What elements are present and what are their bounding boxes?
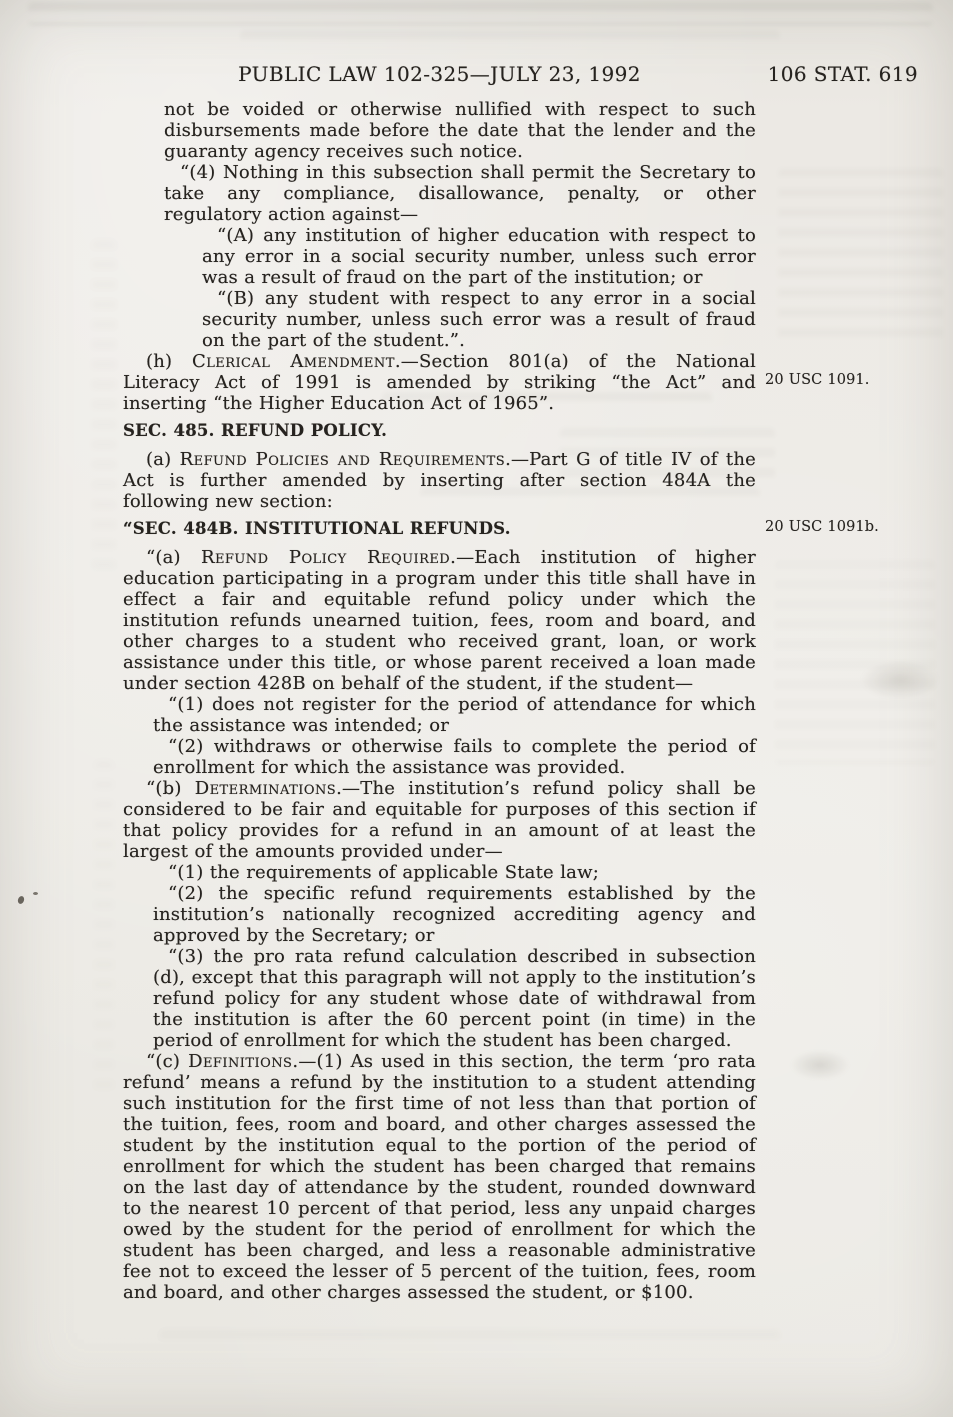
paragraph-text: .—Part G of title IV of the Act is further amended by inserting after section 484A the following new section: [123, 449, 756, 512]
paragraph-text: .—The institution’s refund policy shall be considered to be fair and equitable for purposes of this section if that policy provides for a refund in an amount of at least the largest of the amounts provided under— [123, 778, 756, 862]
paragraph-catchline: Definitions [188, 1051, 293, 1072]
scan-smudge-artifact [860, 660, 940, 700]
paragraph-lead: (a) [146, 449, 180, 470]
bleed-through-artifact [775, 560, 935, 765]
margin-note-usc-1091: 20 USC 1091. [765, 372, 870, 388]
paragraph-text: “(2) withdraws or otherwise fails to complete the period of enrollment for which the assistance was provided. [153, 736, 756, 778]
paragraph-h-clerical-amendment [123, 351, 870, 414]
section-484b-heading [123, 518, 879, 539]
paragraph-484b-a-refund-policy-required [123, 547, 756, 694]
paragraph-text: .—(1) As used in this section, the term ‘pro rata refund’ means a refund by the institution to a student attending such institution for the first time of not less than that portion of the tuition, fees, room and board, and other charges assessed the student by the institution equal to the portion of the period of enrollment for which the student has been charged that remains on the last day of attendance by the student, rounded downward to the nearest 10 percent of that period, less any unpaid charges owed by the student for the period of enrollment for which the student has been charged, and less a reasonable administrative fee not to exceed the lesser of 5 percent of the tuition, fees, room and board, and other charges assessed the student, or $100. [123, 1051, 756, 1303]
running-header-stat-number: 106 STAT. 619 [767, 62, 918, 86]
paragraph-lead: “(b) [146, 778, 195, 799]
paragraph-text: “(A) any institution of higher education with respect to any error in a social security number, unless such error was a result of fraud on the part of the institution; or [202, 225, 756, 288]
paragraph-catchline: Refund Policy Required [200, 547, 451, 568]
scan-smudge-artifact [790, 1050, 850, 1080]
running-header-law-title: PUBLIC LAW 102-325—JULY 23, 1992 [238, 62, 641, 86]
paragraph-lead: “(a) [146, 547, 201, 568]
paragraph-catchline: Determinations [194, 778, 337, 799]
scan-speck-artifact [17, 895, 25, 905]
paragraph-a-refund-policies [123, 449, 756, 512]
paragraph-text: .—Each institution of higher education participating in a program under this title shall have in effect a fair and equitable refund policy under which the institution refunds unearned tuition, fees, room and board, and other charges to a student who received grant, loan, or work assistance under this title, or whose parent received a loan made under section 428B on behalf of the student, if the student— [123, 547, 756, 694]
paragraph-text: not be voided or otherwise nullified with respect to such disbursements made before the date that the lender and the guaranty agency receives such notice. [164, 99, 756, 162]
paragraph-catchline: Refund Policies and Requirements [179, 449, 506, 470]
item-484b-a-2 [153, 736, 756, 778]
item-484b-b-2 [153, 883, 756, 946]
carryover-paragraph [164, 99, 756, 162]
paragraph-text: “(2) the specific refund requirements established by the institution’s nationally recognized accrediting agency and approved by the Secretary; or [153, 883, 756, 946]
paragraph-484b-c-definitions [123, 1051, 756, 1303]
heading-text: “SEC. 484B. INSTITUTIONAL REFUNDS. [123, 519, 511, 538]
bleed-through-artifact [160, 1330, 780, 1346]
bleed-through-artifact [778, 168, 943, 343]
section-485-heading: SEC. 485. REFUND POLICY. [123, 421, 388, 440]
paragraph-text: “(4) Nothing in this subsection shall permit the Secretary to take any compliance, disallowance, penalty, or other regulatory action against— [164, 162, 756, 225]
statute-text-column [123, 99, 879, 1303]
paragraph-4 [164, 162, 756, 225]
paragraph-484b-b-determinations [123, 778, 756, 862]
paragraph-lead: “(c) [146, 1051, 189, 1072]
running-header [123, 62, 918, 86]
paragraph-text: “(1) the requirements of applicable State law; [168, 862, 599, 883]
bleed-through-artifact [240, 30, 780, 43]
paragraph-lead: (h) [146, 351, 192, 372]
paragraph-catchline: Clerical Amendment [191, 351, 395, 372]
item-484b-b-3 [153, 946, 756, 1051]
paragraph-text: “(B) any student with respect to any error in a social security number, unless such error was a result of fraud on the part of the student.”. [202, 288, 756, 351]
bleed-through-artifact [94, 760, 114, 1100]
subparagraph-4B [202, 288, 756, 351]
bleed-through-artifact [92, 240, 116, 570]
item-484b-b-1 [153, 862, 756, 883]
paragraph-text: “(3) the pro rata refund calculation described in subsection (d), except that this paragraph will not apply to the institution’s refund policy for any student whose date of withdrawal from the institution is after the 60 percent point (in time) in the period of enrollment for which the student has been charged. [153, 946, 756, 1051]
subparagraph-4A [202, 225, 756, 288]
scan-speck-artifact [33, 892, 38, 895]
paragraph-text: .—Section 801(a) of the National Literacy Act of 1991 is amended by striking “the Act” and inserting “the Higher Education Act of 1965”. [123, 351, 757, 414]
paragraph-text: “(1) does not register for the period of attendance for which the assistance was intended; or [153, 694, 756, 736]
margin-note-usc-1091b: 20 USC 1091b. [765, 519, 879, 535]
item-484b-a-1 [153, 694, 756, 736]
bleed-through-artifact [28, 2, 933, 26]
